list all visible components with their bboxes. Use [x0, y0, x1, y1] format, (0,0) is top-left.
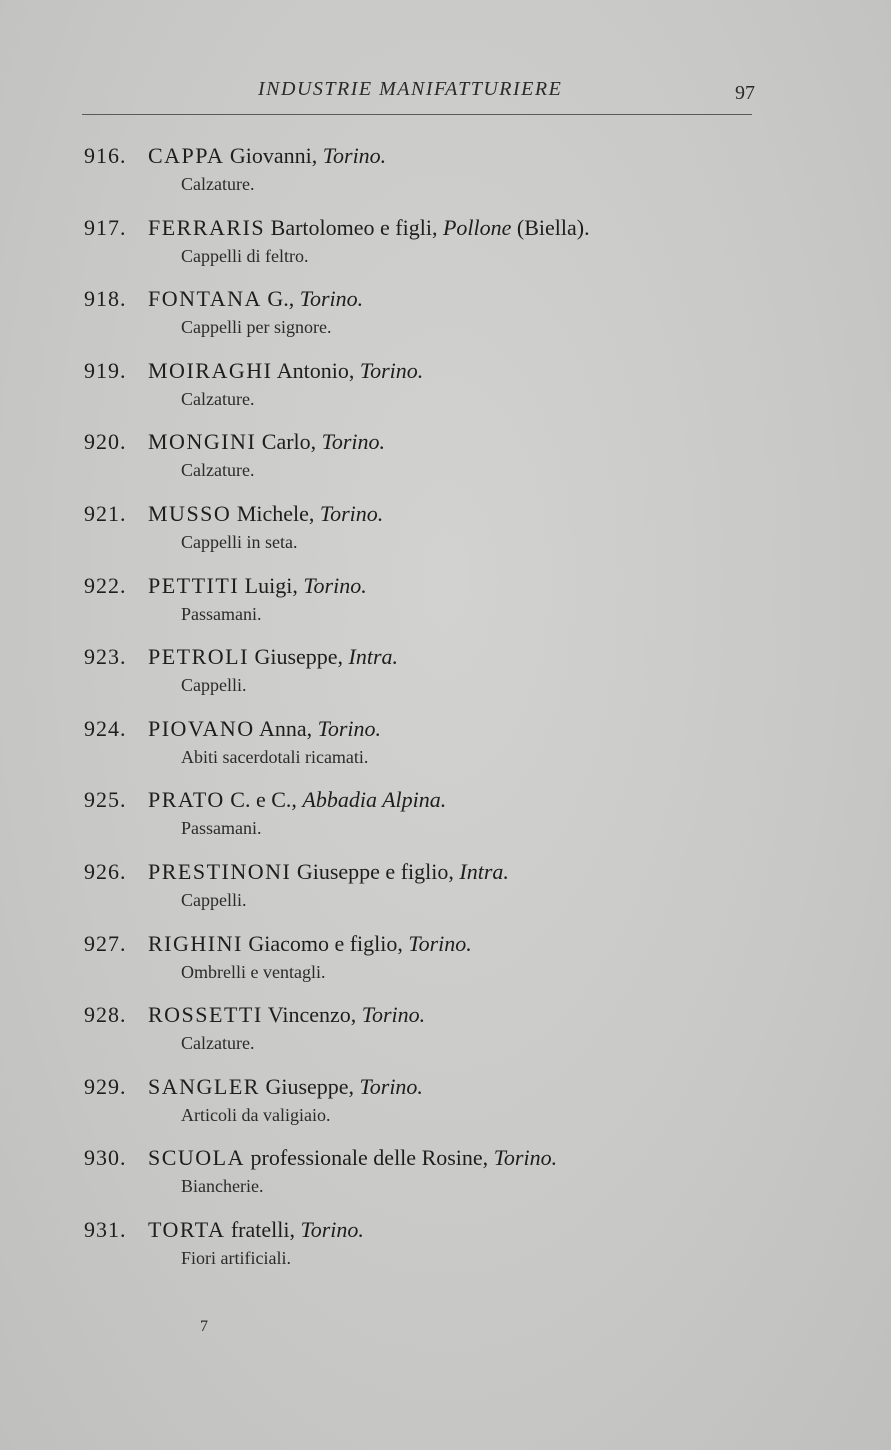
exhibitor-product: Calzature.: [181, 1033, 255, 1053]
exhibitor-line: [84, 214, 784, 242]
exhibitor-product: Articoli da valigiaio.: [181, 1105, 331, 1125]
exhibitor-line: [84, 357, 784, 385]
exhibitor-line: [84, 1216, 784, 1244]
exhibitor-product: Biancherie.: [181, 1176, 264, 1196]
page-number: 97: [735, 82, 755, 104]
exhibitor-place: Intra.: [348, 644, 399, 669]
exhibitor-product: Abiti sacerdotali ricamati.: [181, 747, 369, 767]
exhibitor-surname: PRATO: [148, 787, 225, 812]
exhibitor-name-rest: Giuseppe,: [248, 644, 349, 669]
exhibitor-product: Passamani.: [181, 818, 262, 838]
entry-number: 929.: [84, 1074, 127, 1099]
entry-number: 917.: [84, 215, 127, 240]
exhibitor-line: [84, 643, 784, 671]
exhibitor-name-rest: Giacomo e figlio,: [242, 931, 409, 956]
exhibitor-place: Torino.: [493, 1145, 558, 1170]
exhibitor-place: Torino.: [299, 286, 364, 311]
exhibitor-entry: [84, 1144, 784, 1198]
header-rule: [82, 114, 752, 115]
exhibitor-place-extra: (Biella).: [511, 215, 590, 240]
entry-number: 923.: [84, 644, 127, 669]
exhibitor-name-rest: Luigi,: [239, 573, 304, 598]
exhibitor-line: [84, 1001, 784, 1029]
exhibitor-product: Calzature.: [181, 389, 255, 409]
exhibitor-line: [84, 715, 784, 743]
exhibitor-line: [84, 285, 784, 313]
exhibitor-entry: [84, 930, 784, 984]
entry-number: 930.: [84, 1145, 127, 1170]
entry-number: 927.: [84, 931, 127, 956]
exhibitor-product: Cappelli.: [181, 890, 247, 910]
exhibitor-entry: [84, 285, 784, 339]
exhibitor-place: Torino.: [300, 1217, 364, 1242]
exhibitor-product: Passamani.: [181, 604, 262, 624]
exhibitor-entry: [84, 858, 784, 912]
exhibitor-line: [84, 428, 784, 456]
exhibitor-place: Torino.: [319, 501, 384, 526]
exhibitor-name-rest: Bartolomeo e figli,: [265, 215, 443, 240]
exhibitor-line: [84, 930, 784, 958]
entry-number: 920.: [84, 429, 127, 454]
exhibitor-product: Ombrelli e ventagli.: [181, 962, 326, 982]
entry-number: 924.: [84, 716, 127, 741]
exhibitor-place: Torino.: [322, 143, 387, 168]
exhibitor-place: Torino.: [303, 573, 367, 598]
exhibitor-name-rest: Giovanni,: [224, 143, 323, 168]
exhibitor-entry: [84, 1216, 784, 1270]
exhibitor-line: [84, 500, 784, 528]
exhibitor-entry: [84, 142, 784, 196]
signature-mark: 7: [200, 1318, 208, 1335]
exhibitor-entry: [84, 214, 784, 268]
exhibitor-line: [84, 572, 784, 600]
entry-number: 918.: [84, 286, 127, 311]
exhibitor-surname: PETROLI: [148, 644, 249, 669]
exhibitor-entry: [84, 572, 784, 626]
exhibitor-surname: CAPPA: [148, 143, 225, 168]
exhibitor-name-rest: Anna,: [254, 716, 318, 741]
exhibitor-surname: SCUOLA: [148, 1145, 246, 1170]
exhibitor-entry: [84, 643, 784, 697]
entry-number: 922.: [84, 573, 127, 598]
exhibitor-surname: PIOVANO: [148, 716, 255, 741]
exhibitor-entry: [84, 786, 784, 840]
entry-number: 926.: [84, 859, 127, 884]
exhibitor-name-rest: Michele,: [231, 501, 320, 526]
exhibitor-entry: [84, 715, 784, 769]
entry-number: 919.: [84, 358, 127, 383]
exhibitor-surname: RIGHINI: [148, 931, 243, 956]
exhibitor-line: [84, 1073, 784, 1101]
exhibitor-name-rest: professionale delle Rosine,: [245, 1145, 494, 1170]
exhibitor-line: [84, 1144, 784, 1172]
exhibitor-entry: [84, 1073, 784, 1127]
exhibitor-name-rest: Giuseppe e figlio,: [291, 859, 460, 884]
exhibitor-name-rest: Carlo,: [256, 429, 322, 454]
exhibitor-surname: PETTITI: [148, 573, 240, 598]
exhibitor-entry: [84, 1001, 784, 1055]
exhibitor-place: Torino.: [408, 931, 472, 956]
exhibitor-surname: FERRARIS: [148, 215, 266, 240]
exhibitor-place: Intra.: [459, 859, 509, 884]
exhibitor-surname: SANGLER: [148, 1074, 260, 1099]
exhibitor-place: Pollone: [442, 215, 512, 240]
exhibitor-name-rest: Giuseppe,: [259, 1074, 360, 1099]
running-header-title: INDUSTRIE MANIFATTURIERE: [258, 78, 563, 100]
exhibitor-place: Abbadia Alpina.: [302, 787, 447, 812]
exhibitor-product: Cappelli di feltro.: [181, 246, 309, 266]
exhibitor-product: Calzature.: [181, 174, 255, 194]
entry-number: 928.: [84, 1002, 127, 1027]
exhibitor-name-rest: fratelli,: [225, 1217, 301, 1242]
exhibitor-place: Torino.: [361, 1002, 426, 1027]
exhibitor-line: [84, 858, 784, 886]
exhibitor-name-rest: G.,: [261, 286, 300, 311]
exhibitor-product: Calzature.: [181, 460, 255, 480]
exhibitor-name-rest: Vincenzo,: [262, 1002, 362, 1027]
exhibitor-surname: PRESTINONI: [148, 859, 292, 884]
exhibitor-surname: FONTANA: [148, 286, 262, 311]
exhibitor-entry: [84, 500, 784, 554]
exhibitor-place: Torino.: [321, 429, 386, 454]
exhibitor-product: Cappelli.: [181, 675, 247, 695]
exhibitor-place: Torino.: [359, 1074, 423, 1099]
entry-number: 931.: [84, 1217, 127, 1242]
exhibitor-surname: TORTA: [148, 1217, 226, 1242]
exhibitor-surname: ROSSETTI: [148, 1002, 263, 1027]
exhibitor-entry: [84, 428, 784, 482]
exhibitor-line: [84, 786, 784, 814]
exhibitor-surname: MONGINI: [148, 429, 257, 454]
exhibitor-surname: MUSSO: [148, 501, 232, 526]
exhibitor-name-rest: Antonio,: [272, 358, 360, 383]
exhibitor-product: Cappelli in seta.: [181, 532, 298, 552]
entry-number: 921.: [84, 501, 127, 526]
exhibitor-place: Torino.: [317, 716, 382, 741]
exhibitor-entry: [84, 357, 784, 411]
exhibitor-surname: MOIRAGHI: [148, 358, 273, 383]
exhibitor-product: Fiori artificiali.: [181, 1248, 291, 1268]
entry-number: 916.: [84, 143, 127, 168]
entry-number: 925.: [84, 787, 127, 812]
exhibitor-name-rest: C. e C.,: [224, 787, 303, 812]
exhibitor-line: [84, 142, 784, 170]
exhibitor-place: Torino.: [359, 358, 424, 383]
exhibitor-product: Cappelli per signore.: [181, 317, 332, 337]
